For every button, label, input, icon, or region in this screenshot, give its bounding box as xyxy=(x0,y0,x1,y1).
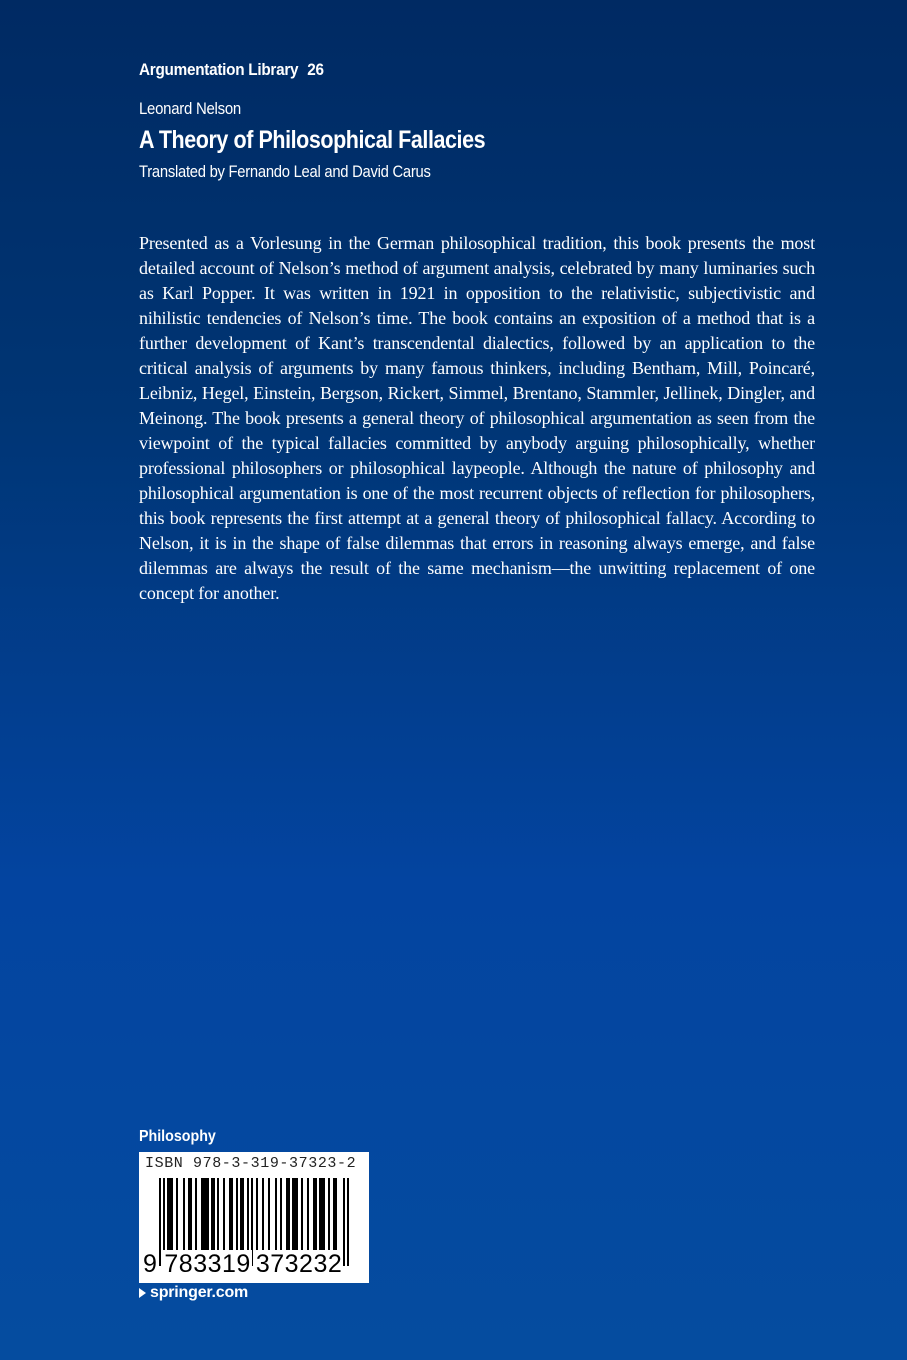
subject-category: Philosophy xyxy=(139,1128,216,1145)
triangle-right-icon xyxy=(139,1288,146,1298)
author-name: Leonard Nelson xyxy=(139,99,241,118)
isbn-barcode xyxy=(139,1152,369,1283)
barcode-lead-digit: 9 xyxy=(143,1250,158,1278)
barcode-group-1: 783319 xyxy=(164,1250,251,1278)
series-label xyxy=(139,60,324,80)
barcode-digits xyxy=(143,1250,343,1279)
translator-credit: Translated by Fernando Leal and David Carus xyxy=(139,162,431,181)
series-name: Argumentation Library xyxy=(139,60,299,79)
book-title: A Theory of Philosophical Fallacies xyxy=(139,126,486,154)
series-number: 26 xyxy=(307,60,324,79)
book-description: Presented as a Vorlesung in the German philosophical tradition, this book presents the most detailed account of Nelson’s method of argument analysis, celebrated by many luminaries such as Karl Popper. It was written in 1921 in opposition to the relativistic, subjectivistic and nihilistic tendencies of Nelson’s time. The book contains an exposition of a method that is a further development of Kant’s transcendental dialectics, followed by an application to the critical analysis of arguments by many famous thinkers, including Bentham, Mill, Poincaré, Leibniz, Hegel, Einstein, Bergson, Rickert, Simmel, Brentano, Stammler, Jellinek, Dingler, and Meinong. The book presents a general theory of philosophical argumentation as seen from the viewpoint of the typical fallacies committed by anybody arguing philosophically, whether professional philosophers or philosophical laypeople. Although the nature of philosophy and philosophical argumentation is one of the most recurrent objects of reflection for philosophers, this book represents the first attempt at a general theory of philosophical fallacy. According to Nelson, it is in the shape of false dilemmas that errors in reasoning always emerge, and false dilemmas are always the result of the same mechanism—the unwitting replacement of one concept for another. xyxy=(139,233,815,603)
isbn-text: ISBN 978-3-319-37323-2 xyxy=(145,1155,357,1172)
publisher-link[interactable] xyxy=(139,1284,248,1302)
publisher-link-text: springer.com xyxy=(150,1284,249,1301)
barcode-group-2: 373232 xyxy=(255,1250,343,1278)
